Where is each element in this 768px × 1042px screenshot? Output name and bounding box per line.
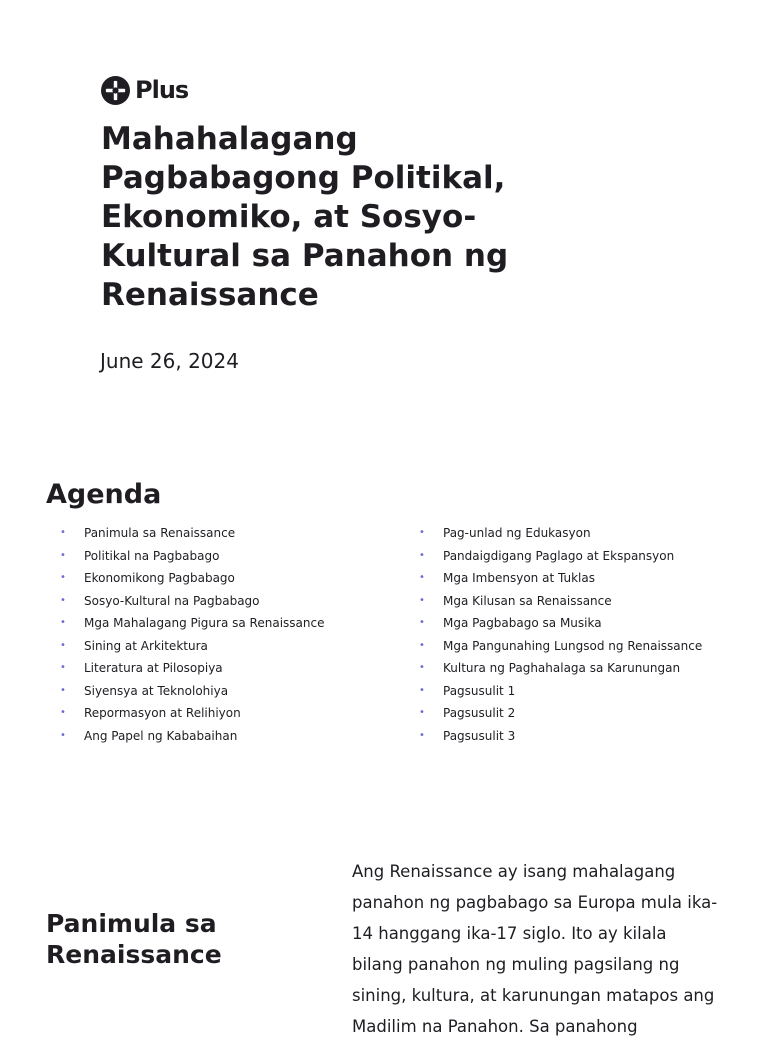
agenda-item-label: Sining at Arkitektura [84, 638, 208, 653]
agenda-item [417, 680, 757, 703]
document-date: June 26, 2024 [100, 349, 239, 373]
agenda-item-label: Mga Imbensyon at Tuklas [443, 571, 595, 585]
agenda-item [417, 522, 757, 545]
agenda-item-label: Pagsusulit 3 [443, 728, 516, 743]
bullet-icon: • [419, 527, 425, 538]
bullet-icon: • [60, 594, 66, 606]
agenda-item [58, 725, 398, 748]
bullet-icon: • [419, 572, 425, 583]
bullet-icon: • [60, 729, 66, 741]
agenda-item-label: Sosyo-Kultural na Pagbabago [84, 593, 260, 608]
plus-logo-icon [101, 76, 130, 105]
agenda-item [417, 545, 757, 568]
bullet-icon: • [60, 684, 66, 696]
bullet-icon: • [60, 572, 66, 583]
agenda-item-label: Panimula sa Renaissance [84, 526, 236, 540]
agenda-item-label: Pandaigdigang Paglago at Ekspansyon [443, 548, 675, 563]
agenda-item-label: Mga Mahalagang Pigura sa Renaissance [84, 616, 325, 630]
agenda-list-left [58, 522, 398, 747]
agenda-item [58, 567, 398, 590]
agenda-item-label: Pagsusulit 1 [443, 683, 516, 698]
brand-name: Plus [135, 76, 189, 104]
bullet-icon: • [60, 617, 66, 628]
agenda-item [417, 590, 757, 613]
bullet-icon: • [419, 549, 425, 561]
agenda-item-label: Literatura at Pilosopiya [84, 661, 223, 675]
agenda-item [58, 702, 398, 725]
agenda-item-label: Ang Papel ng Kababaihan [84, 728, 238, 743]
agenda-item [58, 635, 398, 658]
bullet-icon: • [419, 729, 425, 741]
brand-logo [101, 75, 188, 105]
agenda-item [417, 725, 757, 748]
agenda-item [58, 680, 398, 703]
bullet-icon: • [419, 617, 425, 628]
agenda-item [417, 612, 757, 635]
section-body-text: Ang Renaissance ay isang mahalagang panahon ng pagbabago sa Europa mula ika-14 hanggang ika-17 siglo. Ito ay kilala bilang panahon ng muling pagsilang ng sining, kultura, at karunungan matapos ang Madilim na Panahon. Sa panahong [352, 862, 718, 1036]
agenda-item-label: Pagsusulit 2 [443, 706, 516, 720]
agenda-item [58, 522, 398, 545]
agenda-item-label: Mga Pangunahing Lungsod ng Renaissance [443, 638, 703, 653]
bullet-icon: • [419, 594, 425, 606]
agenda-item-label: Pag-unlad ng Edukasyon [443, 526, 591, 540]
agenda-heading: Agenda [46, 479, 162, 510]
agenda-item-label: Mga Kilusan sa Renaissance [443, 593, 612, 608]
bullet-icon: • [60, 527, 66, 538]
agenda-item [417, 635, 757, 658]
agenda-item [58, 545, 398, 568]
bullet-icon: • [419, 639, 425, 651]
agenda-item-label: Mga Pagbabago sa Musika [443, 616, 602, 630]
bullet-icon: • [419, 662, 425, 673]
bullet-icon: • [419, 707, 425, 718]
section-heading: Panimula sa Renaissance [46, 909, 222, 969]
document-title: Mahahalagang Pagbabagong Politikal, Ekonomiko, at Sosyo-Kultural sa Panahon ng Renaissance [101, 121, 509, 313]
bullet-icon: • [60, 639, 66, 651]
bullet-icon: • [60, 662, 66, 673]
agenda-item-label: Repormasyon at Relihiyon [84, 706, 241, 720]
agenda-item [58, 657, 398, 680]
bullet-icon: • [60, 549, 66, 561]
bullet-icon: • [419, 684, 425, 696]
agenda-item [417, 567, 757, 590]
agenda-item [417, 702, 757, 725]
agenda-item-label: Siyensya at Teknolohiya [84, 683, 229, 698]
agenda-item-label: Ekonomikong Pagbabago [84, 571, 235, 585]
agenda-item [417, 657, 757, 680]
agenda-item-label: Kultura ng Paghahalaga sa Karunungan [443, 661, 681, 675]
agenda-item [58, 612, 398, 635]
agenda-item-label: Politikal na Pagbabago [84, 548, 220, 563]
agenda-list-right [417, 522, 757, 747]
bullet-icon: • [60, 707, 66, 718]
agenda-item [58, 590, 398, 613]
